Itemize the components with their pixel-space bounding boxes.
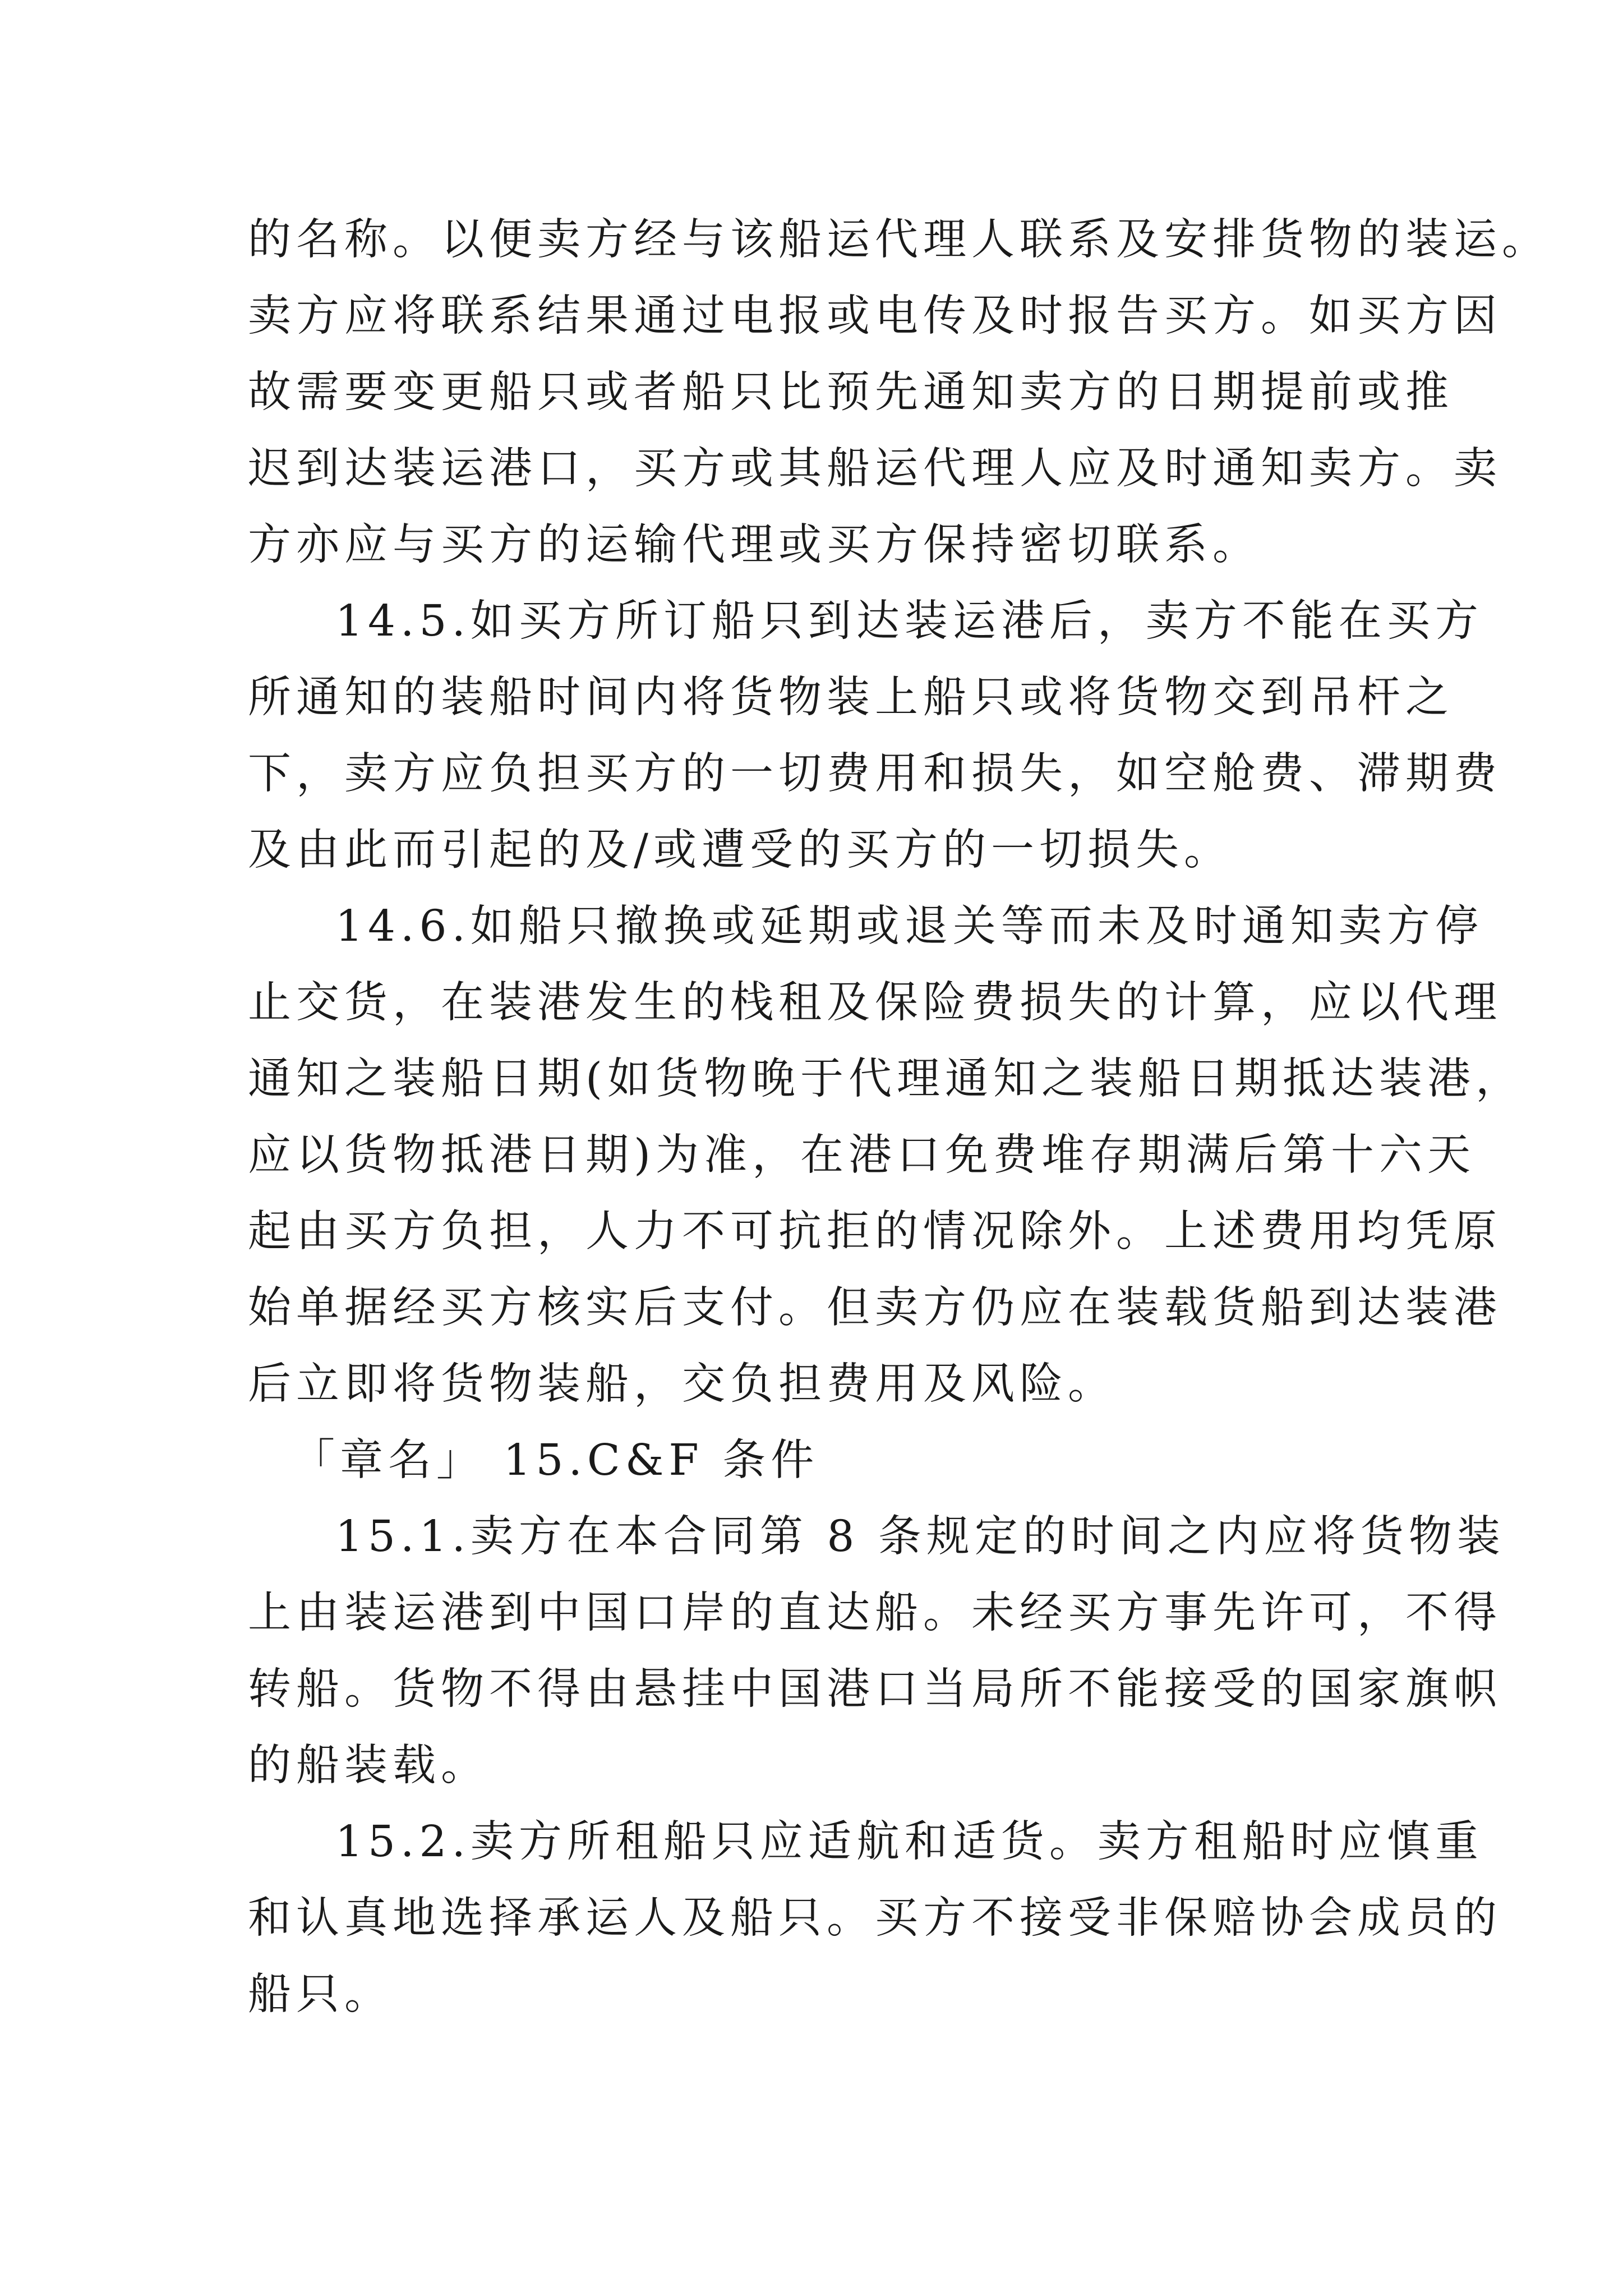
paragraph-15-2-first-line: 15.2.卖方所租船只应适航和适货。卖方租船时应慎重 [335, 1817, 1483, 1867]
text-line: 下，卖方应负担买方的一切费用和损失，如空舱费、滞期费 [248, 749, 1502, 799]
text-line: 通知之装船日期(如货物晚于代理通知之装船日期抵达装港， [248, 1054, 1524, 1104]
text-line: 所通知的装船时间内将货物装上船只或将货物交到吊杆之 [248, 673, 1454, 723]
text-line: 应以货物抵港日期)为准，在港口免费堆存期满后第十六天 [248, 1130, 1476, 1180]
paragraph-15-1-first-line: 15.1.卖方在本合同第 8 条规定的时间之内应将货物装 [335, 1512, 1505, 1562]
text-line: 上由装运港到中国口岸的直达船。未经买方事先许可，不得 [248, 1588, 1502, 1638]
text-line: 起由买方负担，人力不可抗拒的情况除外。上述费用均凭原 [248, 1207, 1502, 1257]
text-line: 后立即将货物装船，交负担费用及风险。 [248, 1359, 1116, 1409]
text-line: 的名称。以便卖方经与该船运代理人联系及安排货物的装运。 [248, 215, 1550, 265]
text-line: 的船装载。 [248, 1741, 489, 1791]
text-line: 故需要变更船只或者船只比预先通知卖方的日期提前或推 [248, 367, 1454, 417]
text-line: 转船。货物不得由悬挂中国港口当局所不能接受的国家旗帜 [248, 1664, 1502, 1714]
paragraph-14-6-first-line: 14.6.如船只撤换或延期或退关等而未及时通知卖方停 [335, 901, 1483, 951]
text-line: 和认真地选择承运人及船只。买方不接受非保赔协会成员的 [248, 1893, 1502, 1943]
text-line: 船只。 [248, 1970, 393, 2019]
text-line: 迟到达装运港口，买方或其船运代理人应及时通知卖方。卖 [248, 444, 1502, 494]
text-line: 卖方应将联系结果通过电报或电传及时报告买方。如买方因 [248, 291, 1502, 341]
text-line: 方亦应与买方的运输代理或买方保持密切联系。 [248, 520, 1261, 570]
text-line: 始单据经买方核实后支付。但卖方仍应在装载货船到达装港 [248, 1283, 1502, 1333]
text-line: 及由此而引起的及/或遭受的买方的一切损失。 [248, 825, 1232, 875]
text-line: 止交货，在装港发生的栈租及保险费损失的计算，应以代理 [248, 978, 1502, 1028]
chapter-heading: 「章名」 15.C&F 条件 [292, 1435, 819, 1485]
paragraph-14-5-first-line: 14.5.如买方所订船只到达装运港后，卖方不能在买方 [335, 596, 1483, 646]
